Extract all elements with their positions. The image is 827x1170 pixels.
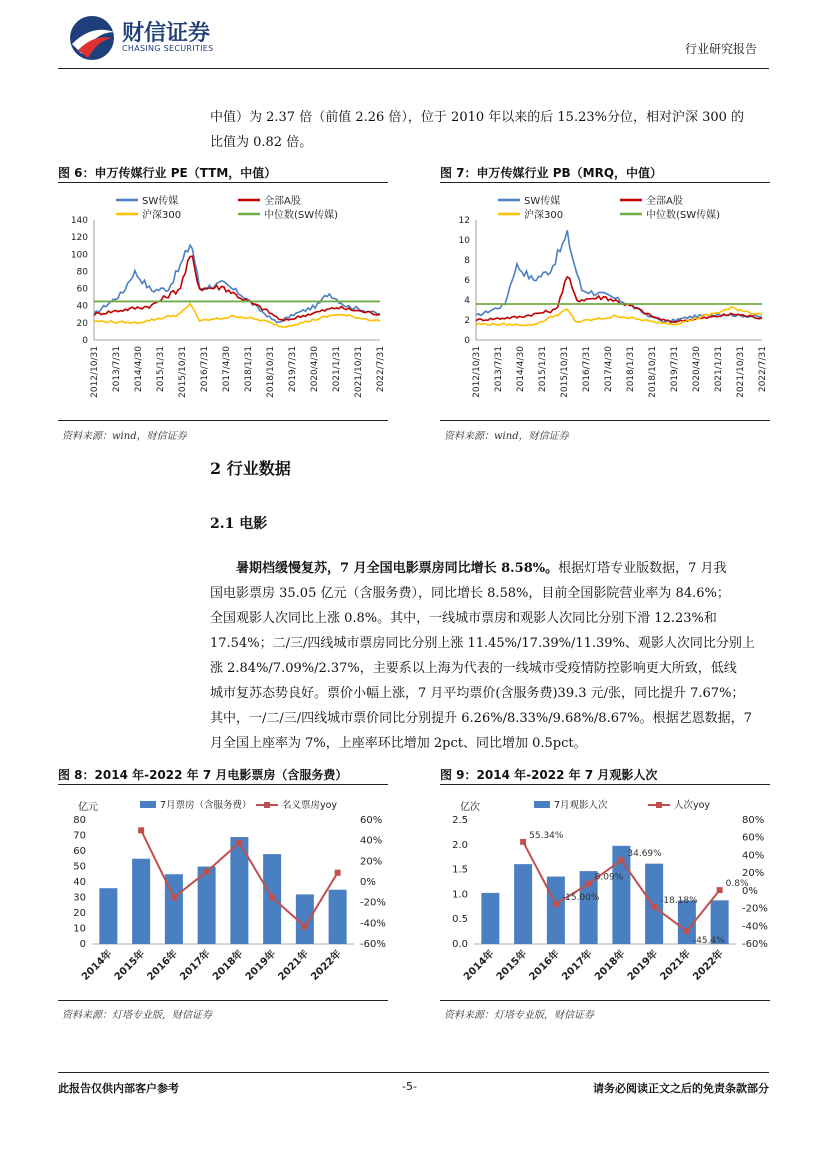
x-tick-label: 2017/4/30 bbox=[222, 346, 232, 393]
y-right-tick-label: 0% bbox=[360, 877, 376, 888]
y-tick-label: 20 bbox=[76, 318, 88, 329]
yoy-data-label: 34.69% bbox=[627, 849, 662, 860]
x-tick-label: 2022/7/31 bbox=[758, 346, 768, 393]
x-tick-label: 2012/10/31 bbox=[90, 346, 100, 398]
y-right-tick-label: 60% bbox=[360, 815, 383, 826]
x-tick-label: 2020/4/30 bbox=[310, 346, 320, 393]
x-tick-label: 2021年 bbox=[658, 948, 693, 983]
fig9-rule bbox=[440, 784, 770, 785]
y-right-tick-label: -60% bbox=[742, 939, 768, 950]
y-tick-label: 6 bbox=[464, 276, 470, 286]
bar bbox=[547, 877, 565, 944]
section-2-title: 2 行业数据 bbox=[210, 459, 291, 478]
x-tick-label: 2022年 bbox=[309, 948, 344, 983]
x-tick-label: 2019年 bbox=[625, 948, 661, 983]
logo-emblem-icon bbox=[68, 14, 116, 62]
y-right-tick-label: -20% bbox=[742, 903, 768, 915]
x-tick-label: 2014/4/30 bbox=[134, 346, 144, 393]
legend-swatch bbox=[140, 801, 156, 808]
x-tick-label: 2022/7/31 bbox=[376, 346, 386, 393]
legend-label: 7月观影人次 bbox=[554, 800, 608, 811]
x-tick-label: 2015/1/31 bbox=[156, 346, 166, 393]
y-right-tick-label: 20% bbox=[360, 856, 383, 868]
bar bbox=[514, 864, 532, 944]
bar bbox=[296, 894, 314, 944]
y-tick-label: 120 bbox=[70, 233, 88, 244]
fig6-rule bbox=[58, 182, 388, 183]
x-tick-label: 2018年 bbox=[210, 948, 246, 983]
y-right-tick-label: 40% bbox=[742, 850, 765, 862]
y-tick-label: 10 bbox=[458, 236, 470, 246]
yoy-marker bbox=[236, 840, 242, 846]
yoy-data-label: 0.8% bbox=[725, 879, 749, 890]
y-left-tick-label: 0.0 bbox=[452, 939, 468, 950]
logo-name-en: CHASING SECURITIES bbox=[122, 44, 214, 53]
y-right-tick-label: -20% bbox=[360, 897, 386, 909]
company-logo bbox=[68, 14, 116, 62]
film-line-8: 月全国上座率为 7%，上座率环比增加 2pct、同比增加 0.5pct。 bbox=[210, 736, 587, 751]
y-right-tick-label: -60% bbox=[360, 939, 386, 950]
fig9-title: 图 9：2014 年-2022 年 7 月观影人次 bbox=[440, 768, 658, 782]
y-left-tick-label: 2.0 bbox=[452, 839, 468, 851]
y-tick-label: 60 bbox=[76, 284, 88, 295]
x-tick-label: 2018/1/31 bbox=[626, 346, 636, 393]
film-line-6: 城市复苏态势良好。票价小幅上涨，7 月平均票价(含服务费)39.3 元/张，同比提升 7.67%； bbox=[210, 686, 745, 701]
y-left-tick-label: 20 bbox=[73, 908, 86, 919]
footer-right: 请务必阅读正文之后的免责条款部分 bbox=[593, 1082, 769, 1095]
y-right-tick-label: 20% bbox=[742, 868, 765, 880]
yoy-data-label: -45.4% bbox=[692, 936, 725, 947]
yoy-marker bbox=[138, 827, 144, 833]
y-tick-label: 100 bbox=[70, 250, 88, 261]
y-left-tick-label: 0.5 bbox=[452, 914, 468, 926]
yoy-data-label: 8.09% bbox=[594, 872, 624, 883]
y-left-tick-label: 50 bbox=[73, 861, 86, 873]
legend-marker bbox=[264, 802, 270, 808]
x-tick-label: 2021/10/31 bbox=[354, 346, 364, 398]
x-tick-label: 2018/10/31 bbox=[266, 346, 276, 398]
x-tick-label: 2015年 bbox=[494, 948, 530, 983]
y-tick-label: 12 bbox=[458, 216, 470, 226]
x-tick-label: 2022年 bbox=[691, 948, 726, 983]
x-tick-label: 2014年 bbox=[79, 948, 115, 983]
film-line-5: 涨 2.84%/7.09%/2.37%，主要系以上海为代表的一线城市受疫情防控影响更大所致，低线 bbox=[210, 661, 737, 676]
legend-label: 全部A股 bbox=[264, 196, 301, 207]
film-line-1 bbox=[210, 556, 770, 581]
y-left-tick-label: 40 bbox=[73, 877, 86, 888]
fig6-chart bbox=[58, 188, 388, 418]
y-left-tick-label: 70 bbox=[73, 830, 86, 842]
x-tick-label: 2020/4/30 bbox=[692, 346, 702, 393]
page-number: -5- bbox=[402, 1080, 417, 1093]
y-left-tick-label: 1.0 bbox=[452, 889, 468, 901]
legend-label: SW传媒 bbox=[142, 196, 179, 207]
x-tick-label: 2017年 bbox=[560, 948, 595, 983]
fig7-title: 图 7：申万传媒行业 PB（MRQ，中值） bbox=[440, 166, 663, 180]
y-left-tick-label: 30 bbox=[73, 892, 86, 904]
x-tick-label: 2015/1/31 bbox=[538, 346, 548, 393]
series-line bbox=[94, 256, 380, 321]
yoy-marker bbox=[618, 857, 624, 863]
y-left-tick-label: 1.5 bbox=[452, 864, 468, 876]
legend-label: 沪深300 bbox=[142, 210, 182, 221]
y-right-tick-label: 0% bbox=[742, 885, 758, 897]
x-tick-label: 2016/7/31 bbox=[200, 346, 210, 393]
legend-label: 人次yoy bbox=[674, 800, 711, 811]
yoy-marker bbox=[586, 881, 592, 887]
footer-divider bbox=[58, 1072, 769, 1073]
y-right-tick-label: 80% bbox=[742, 815, 765, 826]
x-tick-label: 2018/1/31 bbox=[244, 346, 254, 393]
x-tick-label: 2015/10/31 bbox=[178, 346, 188, 398]
y-right-tick-label: 40% bbox=[360, 835, 383, 847]
y-tick-label: 8 bbox=[464, 256, 470, 266]
fig9-chart bbox=[440, 790, 770, 998]
header-divider bbox=[58, 68, 769, 69]
y-right-tick-label: -40% bbox=[742, 921, 768, 933]
x-tick-label: 2014/4/30 bbox=[516, 346, 526, 393]
x-tick-label: 2016年 bbox=[145, 948, 180, 983]
fig6-source: 资料来源：wind，财信证券 bbox=[62, 431, 187, 442]
yoy-data-label: 55.34% bbox=[529, 830, 564, 841]
legend-label: 中位数(SW传媒) bbox=[646, 210, 721, 221]
fig6-bottom-rule bbox=[58, 420, 388, 421]
y-tick-label: 140 bbox=[70, 216, 88, 226]
film-lead: 暑期档缓慢复苏，7 月全国电影票房同比增长 8.58%。 bbox=[236, 561, 559, 576]
legend-marker bbox=[656, 802, 662, 808]
series-line bbox=[476, 230, 762, 322]
y-right-tick-label: 60% bbox=[742, 832, 765, 844]
y-tick-label: 40 bbox=[76, 301, 88, 312]
x-tick-label: 2013/7/31 bbox=[494, 346, 504, 393]
x-tick-label: 2014年 bbox=[461, 948, 497, 983]
y-tick-label: 4 bbox=[464, 296, 470, 306]
y-right-tick-label: -40% bbox=[360, 918, 386, 930]
legend-label: 全部A股 bbox=[646, 196, 683, 207]
legend-label: 沪深300 bbox=[524, 210, 564, 221]
film-line-3: 全国观影人次同比上涨 0.8%。其中，一线城市票房和观影人次同比分别下滑 12.23%和 bbox=[210, 611, 717, 626]
x-tick-label: 2012/10/31 bbox=[472, 346, 482, 398]
fig7-rule bbox=[440, 182, 770, 183]
x-tick-label: 2021年 bbox=[276, 948, 311, 983]
film-line-1-text: 根据灯塔专业版数据，7 月我 bbox=[558, 561, 727, 576]
fig8-chart bbox=[58, 790, 388, 998]
fig6-title: 图 6：申万传媒行业 PE（TTM，中值） bbox=[58, 166, 277, 180]
fig9-source: 资料来源：灯塔专业版，财信证券 bbox=[444, 1010, 594, 1021]
film-line-4: 17.54%；二/三/四线城市票房同比分别上涨 11.45%/17.39%/11.39%、观影人次同比分别上 bbox=[210, 636, 755, 651]
legend-label: 7月票房（含服务费） bbox=[160, 800, 252, 811]
x-tick-label: 2018年 bbox=[592, 948, 628, 983]
legend-label: 名义票房yoy bbox=[282, 800, 338, 811]
y-tick-label: 2 bbox=[464, 316, 470, 326]
y-left-tick-label: 80 bbox=[73, 815, 86, 826]
bar bbox=[198, 867, 216, 945]
yoy-data-label: -18.18% bbox=[660, 895, 698, 906]
yoy-marker bbox=[651, 904, 657, 910]
film-line-7: 其中，一/二/三/四线城市票价同比分别提升 6.26%/8.33%/9.68%/8.67%。根据艺恩数据，7 bbox=[210, 711, 752, 726]
legend-label: 中位数(SW传媒) bbox=[264, 210, 339, 221]
y-left-tick-label: 2.5 bbox=[452, 815, 468, 826]
y-left-tick-label: 0 bbox=[79, 939, 86, 950]
intro-line-1: 中值）为 2.37 倍（前值 2.26 倍），位于 2010 年以来的后 15.23%分位，相对沪深 300 的 bbox=[210, 110, 745, 125]
bar bbox=[132, 859, 150, 944]
yoy-marker bbox=[171, 895, 177, 901]
document-type: 行业研究报告 bbox=[684, 42, 757, 56]
unit-label: 亿元 bbox=[78, 802, 98, 813]
x-tick-label: 2016年 bbox=[527, 948, 562, 983]
x-tick-label: 2021/1/31 bbox=[714, 346, 724, 393]
yoy-marker bbox=[335, 870, 341, 876]
fig8-bottom-rule bbox=[58, 1000, 388, 1001]
series-line bbox=[94, 245, 380, 322]
x-tick-label: 2017年 bbox=[178, 948, 213, 983]
y-left-tick-label: 60 bbox=[73, 846, 86, 857]
fig7-chart bbox=[440, 188, 770, 418]
yoy-marker bbox=[302, 923, 308, 929]
yoy-marker bbox=[269, 895, 275, 901]
yoy-marker bbox=[717, 887, 723, 893]
x-tick-label: 2019/7/31 bbox=[670, 346, 680, 393]
fig8-rule bbox=[58, 784, 388, 785]
legend-label: SW传媒 bbox=[524, 196, 561, 207]
x-tick-label: 2018/10/31 bbox=[648, 346, 658, 398]
fig8-source: 资料来源：灯塔专业版，财信证券 bbox=[62, 1010, 212, 1021]
fig7-bottom-rule bbox=[440, 420, 770, 421]
yoy-marker bbox=[684, 928, 690, 934]
y-tick-label: 80 bbox=[76, 267, 88, 278]
x-tick-label: 2021/10/31 bbox=[736, 346, 746, 398]
intro-line-2: 比值为 0.82 倍。 bbox=[210, 135, 313, 150]
section-2-1-title: 2.1 电影 bbox=[210, 516, 268, 532]
x-tick-label: 2016/7/31 bbox=[582, 346, 592, 393]
x-tick-label: 2019/7/31 bbox=[288, 346, 298, 393]
x-tick-label: 2013/7/31 bbox=[112, 346, 122, 393]
x-tick-label: 2015/10/31 bbox=[560, 346, 570, 398]
footer-left: 此报告仅供内部客户参考 bbox=[58, 1082, 179, 1095]
yoy-marker bbox=[520, 839, 526, 845]
yoy-data-label: -15.00% bbox=[561, 893, 600, 904]
film-line-2: 国电影票房 35.05 亿元（含服务费），同比增长 8.58%，目前全国影院营业率为 84.6%； bbox=[210, 586, 730, 601]
bar bbox=[99, 888, 117, 944]
legend-swatch bbox=[534, 801, 550, 808]
x-tick-label: 2019年 bbox=[243, 948, 279, 983]
x-tick-label: 2015年 bbox=[112, 948, 148, 983]
yoy-marker bbox=[553, 901, 559, 907]
y-left-tick-label: 10 bbox=[73, 923, 86, 935]
unit-label: 亿次 bbox=[460, 802, 480, 813]
y-tick-label: 0 bbox=[464, 336, 470, 346]
y-tick-label: 0 bbox=[82, 336, 88, 346]
fig7-source: 资料来源：wind，财信证券 bbox=[444, 431, 569, 442]
fig8-title: 图 8：2014 年-2022 年 7 月电影票房（含服务费） bbox=[58, 768, 348, 782]
fig9-bottom-rule bbox=[440, 1000, 770, 1001]
x-tick-label: 2017/4/30 bbox=[604, 346, 614, 393]
yoy-marker bbox=[204, 869, 210, 875]
x-tick-label: 2021/1/31 bbox=[332, 346, 342, 393]
bar bbox=[329, 890, 347, 944]
logo-name-cn: 财信证券 bbox=[122, 21, 211, 46]
bar bbox=[481, 893, 499, 944]
